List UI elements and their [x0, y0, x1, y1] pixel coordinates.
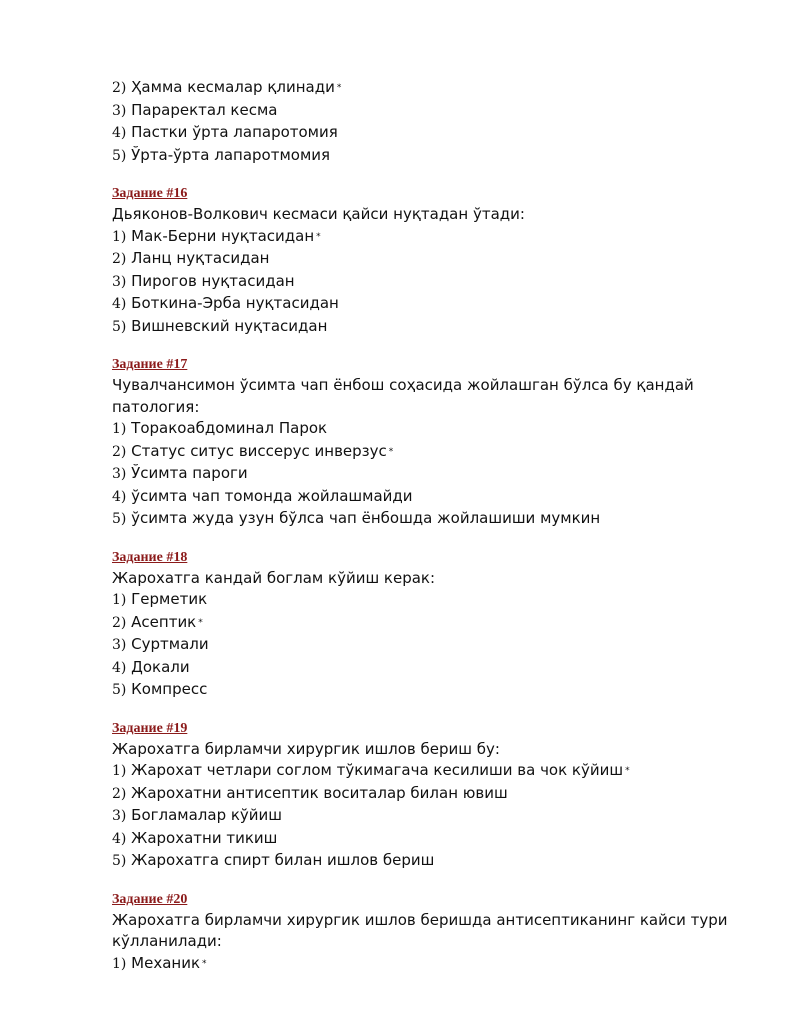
option-line [112, 508, 732, 531]
option-text: Пирогов нуқтасидан [131, 271, 295, 290]
option-line [112, 634, 732, 657]
option-number: 2) [112, 785, 127, 802]
option-line [112, 828, 732, 851]
option-line [112, 77, 732, 100]
option-line [112, 226, 732, 249]
option-text: Статус ситус виссерус инверзус [131, 441, 387, 460]
option-text: Ҳамма кесмалар қлинади [131, 78, 335, 96]
option-number: 3) [112, 637, 127, 653]
intro-options [112, 77, 732, 167]
option-text: Жарохатга спирт билан ишлов бериш [131, 851, 435, 869]
option-line [112, 122, 732, 145]
option-line [112, 679, 732, 702]
task-heading: Задание #19 [112, 720, 188, 736]
option-number: 5) [112, 853, 127, 869]
option-line [112, 953, 732, 976]
option-text: Мак-Берни нуқтасидан [131, 226, 315, 245]
task-heading: Задание #20 [112, 891, 188, 907]
option-text: ўсимта чап томонда жойлашмайди [131, 486, 413, 505]
option-line [112, 850, 732, 873]
option-number: 5) [112, 318, 127, 335]
task-question: Жарохатга кандай боглам кўйиш керак: [112, 568, 436, 587]
task-question: Жарохатга бирламчи хирургик ишлов бериш бу: [112, 739, 500, 758]
option-number: 5) [112, 682, 127, 698]
task-block [112, 719, 732, 873]
option-text: Ўсимта пароги [131, 464, 248, 482]
option-number: 3) [112, 466, 127, 482]
correct-marker: * [202, 958, 207, 969]
correct-marker: * [625, 766, 630, 776]
option-text: Асептик [131, 612, 197, 631]
option-number: 1) [112, 421, 127, 437]
option-number: 4) [112, 830, 127, 847]
option-number: 3) [112, 273, 127, 290]
task-heading: Задание #16 [112, 186, 188, 201]
option-number: 4) [112, 296, 127, 312]
option-number: 2) [112, 443, 127, 460]
option-line [112, 589, 732, 612]
option-text: Жарохат четлари соглом тўкимагача кесилиши ва чок кўйиш [131, 761, 624, 779]
option-line [112, 441, 732, 464]
task-block [112, 890, 732, 976]
option-text: Суртмали [131, 635, 209, 653]
option-text: Ланц нуқтасидан [131, 249, 270, 267]
option-text: Герметик [131, 590, 208, 608]
option-text: Богламалар кўйиш [131, 806, 283, 824]
option-number: 4) [112, 488, 127, 505]
option-text: Торакоабдоминал Парок [131, 419, 328, 437]
option-number: 5) [112, 511, 127, 527]
option-number: 3) [112, 808, 127, 824]
correct-marker: * [388, 446, 394, 457]
task-heading: Задание #17 [112, 357, 188, 372]
option-line [112, 271, 732, 294]
option-line [112, 463, 732, 486]
correct-marker: * [316, 231, 321, 242]
option-line [112, 486, 732, 509]
option-text: Жарохатни антисептик воситалар билан ювиш [131, 783, 508, 802]
option-number: 2) [112, 251, 127, 267]
correct-marker: * [336, 83, 342, 93]
option-number: 4) [112, 659, 127, 676]
option-line [112, 145, 732, 168]
option-text: ўсимта жуда узун бўлса чап ёнбошда жойлашиши мумкин [131, 509, 601, 527]
option-number: 1) [112, 763, 127, 779]
option-text: Механик [131, 953, 201, 972]
option-line [112, 316, 732, 339]
option-line [112, 805, 732, 828]
option-text: Компресс [131, 680, 208, 698]
option-line [112, 248, 732, 271]
option-number: 3) [112, 102, 127, 119]
option-text: Пастки ўрта лапаротомия [131, 123, 338, 141]
option-line [112, 657, 732, 680]
option-text: Вишневский нуқтасидан [131, 316, 328, 335]
option-text: Ўрта-ўрта лапаротмомия [131, 145, 331, 164]
option-number: 2) [112, 614, 127, 631]
option-number: 1) [112, 592, 127, 608]
option-line [112, 100, 732, 123]
option-number: 1) [112, 228, 127, 245]
task-block [112, 184, 732, 338]
option-text: Докали [131, 657, 190, 676]
option-number: 5) [112, 147, 127, 164]
correct-marker: * [198, 617, 203, 628]
option-text: Жарохатни тикиш [131, 828, 278, 847]
option-line [112, 612, 732, 635]
option-text: Боткина-Эрба нуқтасидан [131, 294, 339, 312]
option-number: 4) [112, 125, 127, 141]
document-content [112, 77, 732, 975]
option-line [112, 760, 732, 783]
option-number: 2) [112, 80, 127, 96]
option-line [112, 783, 732, 806]
task-heading: Задание #18 [112, 549, 188, 565]
option-line [112, 293, 732, 316]
task-question: Дьяконов-Волкович кесмаси қайси нуқтадан ўтади: [112, 205, 525, 223]
option-line [112, 418, 732, 441]
task-block [112, 355, 732, 531]
option-number: 1) [112, 955, 127, 972]
task-question: Жарохатга бирламчи хирургик ишлов беришда антисептиканинг кайси тури кўлланилади: [112, 910, 728, 950]
task-question: Чувалчансимон ўсимта чап ёнбош соҳасида жойлашган бўлса бу қандай патология: [112, 376, 694, 416]
option-text: Параректал кесма [131, 100, 278, 119]
task-block [112, 548, 732, 702]
